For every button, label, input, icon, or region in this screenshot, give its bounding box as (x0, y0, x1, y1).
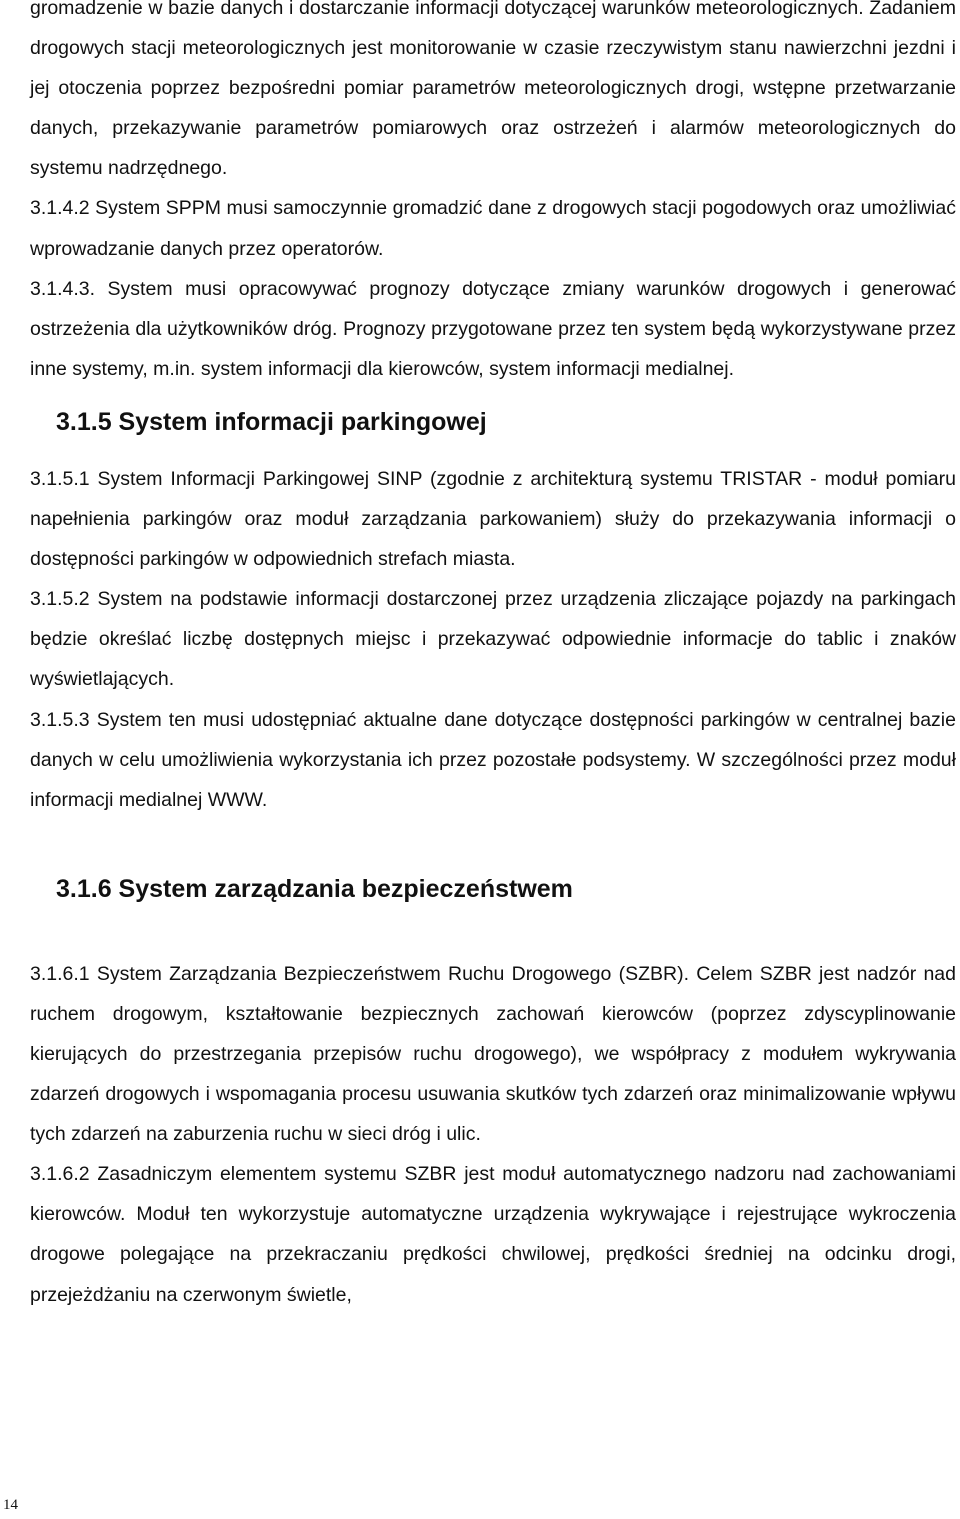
section-heading-parking: 3.1.5 System informacji parkingowej (56, 407, 487, 436)
paragraph-3-1-6-1: 3.1.6.1 System Zarządzania Bezpieczeństwem Ruchu Drogowego (SZBR). Celem SZBR jest nadzór nad ruchem drogowym, kształtowanie bezpiecznych zachowań kierowców (poprzez zdyscyplinowanie kierujących do przestrzegania przepisów ruchu drogowego), we współpracy z modułem wykrywania zdarzeń drogowych i wspomagania procesu usuwania skutków tych zdarzeń oraz minimalizowanie wpływu tych zdarzeń na zaburzenia ruchu w sieci dróg i ulic. (30, 962, 956, 1146)
page-number: 14 (3, 1497, 18, 1513)
paragraph-3-1-5-2: 3.1.5.2 System na podstawie informacji dostarczonej przez urządzenia zliczające pojazdy na parkingach będzie określać liczbę dostępnych miejsc i przekazywać odpowiednie informacje do tablic i znaków wyświetlających. (30, 588, 956, 691)
paragraph-3-1-4-2: 3.1.4.2 System SPPM musi samoczynnie gromadzić dane z drogowych stacji pogodowych oraz umożliwiać wprowadzanie danych przez operatorów. (30, 197, 956, 260)
paragraph-3-1-5-1: 3.1.5.1 System Informacji Parkingowej SINP (zgodnie z architekturą systemu TRISTAR - moduł pomiaru napełnienia parkingów oraz moduł zarządzania parkowaniem) służy do przekazywania informacji o dostępności parkingów w odpowiednich strefach miasta. (30, 467, 956, 571)
paragraph-3-1-4-3: 3.1.4.3. System musi opracowywać prognozy dotyczące zmiany warunków drogowych i generować ostrzeżenia dla użytkowników dróg. Prognozy przygotowane przez ten system będą wykorzystywane przez inne systemy, m.in. system informacji dla kierowców, system informacji medialnej. (30, 277, 956, 380)
document-page (30, 0, 956, 1315)
section-heading-safety: 3.1.6 System zarządzania bezpieczeństwem (56, 874, 573, 903)
paragraph-3-1-5-3: 3.1.5.3 System ten musi udostępniać aktualne dane dotyczące dostępności parkingów w centralnej bazie danych w celu umożliwienia wykorzystania ich przez pozostałe podsystemy. W szczególności przez moduł informacji medialnej WWW. (30, 708, 956, 811)
paragraph-3-1-6-2: 3.1.6.2 Zasadniczym elementem systemu SZBR jest moduł automatycznego nadzoru nad zachowaniami kierowców. Moduł ten wykorzystuje automatyczne urządzenia wykrywające i rejestrujące wykroczenia drogowe polegające na przekraczaniu prędkości chwilowej, prędkości średniej na odcinku drogi, przejeżdżaniu na czerwonym świetle, (30, 1163, 956, 1306)
paragraph-meteo-stations: gromadzenie w bazie danych i dostarczanie informacji dotyczącej warunków meteorologicznych. Zadaniem drogowych stacji meteorologicznych jest monitorowanie w czasie rzeczywistym stanu nawierzchni jezdni i jej otoczenia poprzez bezpośredni pomiar parametrów meteorologicznych drogi, wstępne przetwarzanie danych, przekazywanie parametrów pomiarowych oraz ostrzeżeń i alarmów meteorologicznych do systemu nadrzędnego. (30, 0, 956, 180)
